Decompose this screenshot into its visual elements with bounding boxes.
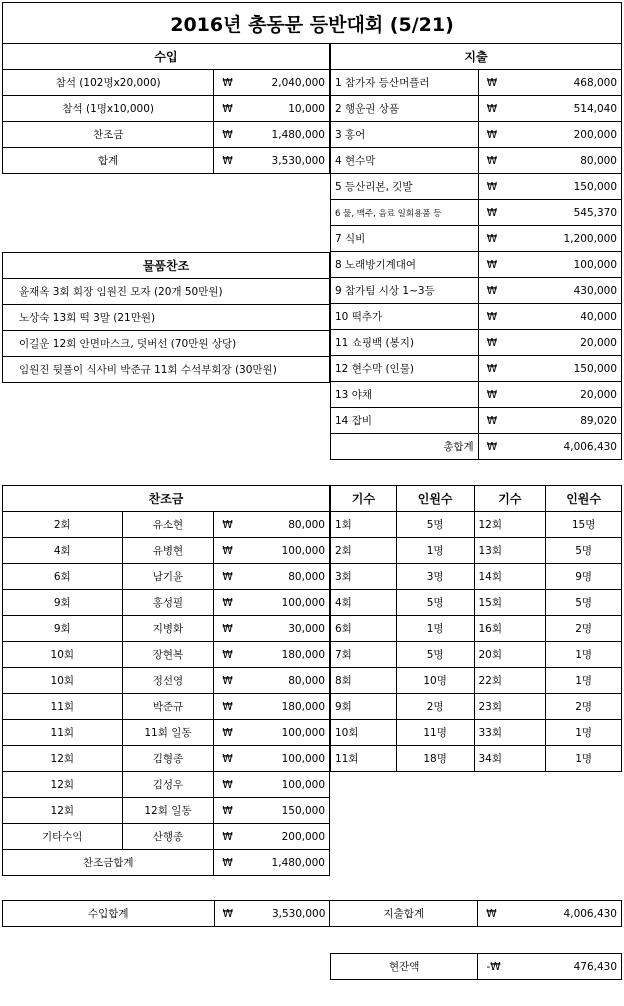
donation-amount: 150,000 [281,804,325,817]
attendance-generation: 6회 [331,616,397,642]
expense-table [330,43,622,460]
expense-label: 2 행운권 상품 [331,96,479,122]
donation-total-label: 찬조금합계 [3,850,214,876]
expense-amount: 80,000 [580,154,617,167]
donation-name: 12회 일동 [122,798,214,824]
donation-row [3,720,330,746]
attendance-generation: 10회 [331,720,397,746]
won-symbol: ₩ [486,284,498,297]
won-symbol: ₩ [222,700,233,713]
donation-amount: 200,000 [281,830,325,843]
expense-row [331,96,622,122]
summary-row [3,901,622,927]
won-symbol: ₩ [222,856,233,869]
won-symbol: ₩ [222,570,233,583]
attendance-count: 3명 [396,564,474,590]
expense-amount: 89,020 [580,414,617,427]
expense-row [331,382,622,408]
donation-name: 박준규 [122,694,214,720]
won-symbol: ₩ [486,206,498,219]
attendance-row [331,694,622,720]
expense-total-amount: 4,006,430 [563,440,617,453]
expense-amount: 20,000 [580,336,617,349]
income-total-label: 수입합계 [3,901,215,927]
attendance-row [331,746,622,772]
donation-row [3,798,330,824]
attendance-count: 5명 [396,642,474,668]
goods-item: 윤재옥 3회 회장 임원진 모자 (20개 50만원) [3,279,330,305]
goods-row [3,305,330,331]
donation-name: 11회 일동 [122,720,214,746]
attendance-generation: 8회 [331,668,397,694]
attendance-generation: 34회 [474,746,546,772]
amount-cell [214,512,330,538]
income-table [2,43,330,174]
won-symbol: ₩ [222,76,233,89]
attendance-generation: 4회 [331,590,397,616]
balance-label: 현잔액 [331,954,478,980]
amount-cell [478,278,621,304]
donation-amount: 100,000 [281,752,325,765]
expense-row [331,200,622,226]
expense-label: 13 야채 [331,382,479,408]
attendance-table [330,485,622,772]
donation-row [3,590,330,616]
attendance-generation: 12회 [474,512,546,538]
donation-amount: 30,000 [288,622,325,635]
won-symbol: ₩ [222,674,233,687]
amount-cell [478,122,621,148]
donation-generation: 2회 [3,512,123,538]
balance-symbol: -₩ [486,960,501,973]
attendance-generation: 16회 [474,616,546,642]
expense-amount: 430,000 [573,284,617,297]
expense-row [331,252,622,278]
won-symbol: ₩ [222,907,233,920]
won-symbol: ₩ [486,76,498,89]
income-header: 수입 [3,44,330,70]
expense-label: 5 등산리본, 깃발 [331,174,479,200]
donation-row [3,564,330,590]
balance-amount: 476,430 [573,960,617,973]
attendance-generation: 14회 [474,564,546,590]
expense-row [331,148,622,174]
income-label: 합계 [3,148,214,174]
attendance-count: 9명 [546,564,622,590]
attendance-row [331,564,622,590]
amount-cell [214,642,330,668]
attendance-count: 2명 [396,694,474,720]
attendance-count: 15명 [546,512,622,538]
goods-item: 임원진 뒷풀이 식사비 박준규 11회 수석부회장 (30만원) [3,357,330,383]
expense-amount: 514,040 [573,102,617,115]
attendance-row [331,668,622,694]
income-label: 참석 (1명x10,000) [3,96,214,122]
page-title: 2016년 총동문 등반대회 (5/21) [2,2,622,44]
amount-cell [214,96,330,122]
won-symbol: ₩ [486,232,498,245]
amount-cell [478,226,621,252]
donation-row [3,538,330,564]
expense-amount: 100,000 [573,258,617,271]
goods-item: 노상숙 13회 떡 3말 (21만원) [3,305,330,331]
expense-label: 11 쇼핑백 (봉지) [331,330,479,356]
amount-cell [214,746,330,772]
amount-cell [478,174,621,200]
donation-total-amount: 1,480,000 [271,856,325,869]
amount-cell [214,122,330,148]
attendance-generation: 22회 [474,668,546,694]
won-symbol: ₩ [222,648,233,661]
attendance-count: 1명 [546,720,622,746]
expense-row [331,226,622,252]
expense-amount: 200,000 [573,128,617,141]
donation-name: 남기윤 [122,564,214,590]
amount-cell [214,824,330,850]
amount-cell [214,616,330,642]
attendance-count: 2명 [546,694,622,720]
won-symbol: ₩ [486,310,498,323]
donation-amount: 100,000 [281,778,325,791]
balance-row [331,954,622,980]
donation-total-row [3,850,330,876]
attendance-header-row [331,486,622,512]
amount-cell [478,304,621,330]
attendance-generation: 7회 [331,642,397,668]
attendance-count: 18명 [396,746,474,772]
expense-total-row [331,434,622,460]
donation-name: 홍성필 [122,590,214,616]
donation-generation: 6회 [3,564,123,590]
expense-row [331,278,622,304]
expense-amount: 545,370 [573,206,617,219]
attendance-generation: 11회 [331,746,397,772]
won-symbol: ₩ [222,622,233,635]
won-symbol: ₩ [222,544,233,557]
amount-cell [214,148,330,174]
amount-cell [214,538,330,564]
donation-generation: 12회 [3,798,123,824]
expense-label: 3 홍어 [331,122,479,148]
expense-amount: 40,000 [580,310,617,323]
donation-row [3,694,330,720]
income-label: 찬조금 [3,122,214,148]
attendance-row [331,616,622,642]
goods-header: 물품찬조 [3,253,330,279]
donation-name: 김성우 [122,772,214,798]
donation-amount: 180,000 [281,648,325,661]
donation-name: 산행종 [122,824,214,850]
won-symbol: ₩ [222,726,233,739]
expense-label: 4 현수막 [331,148,479,174]
amount-cell [478,200,621,226]
expense-label: 14 잡비 [331,408,479,434]
expense-label: 8 노래방기계대여 [331,252,479,278]
expense-label: 9 참가팀 시상 1~3등 [331,278,479,304]
amount-cell [478,330,621,356]
attendance-count: 2명 [546,616,622,642]
amount-cell [478,356,621,382]
donation-name: 유병현 [122,538,214,564]
income-amount: 10,000 [288,102,325,115]
won-symbol: ₩ [222,518,233,531]
donation-generation: 9회 [3,616,123,642]
attendance-generation: 9회 [331,694,397,720]
attendance-generation: 1회 [331,512,397,538]
won-symbol: ₩ [486,180,498,193]
attendance-count: 5명 [396,590,474,616]
attendance-row [331,642,622,668]
income-row [3,70,330,96]
won-symbol: ₩ [222,804,233,817]
donation-name: 장현복 [122,642,214,668]
donation-generation: 4회 [3,538,123,564]
donation-generation: 12회 [3,746,123,772]
donation-name: 지병화 [122,616,214,642]
amount-cell [214,590,330,616]
donation-amount: 80,000 [288,674,325,687]
won-symbol: ₩ [486,154,498,167]
won-symbol: ₩ [222,128,233,141]
expense-amount: 20,000 [580,388,617,401]
attendance-count: 1명 [396,538,474,564]
attendance-generation: 3회 [331,564,397,590]
attendance-count: 1명 [396,616,474,642]
expense-label: 12 현수막 (인물) [331,356,479,382]
won-symbol: ₩ [222,154,233,167]
expense-row [331,304,622,330]
expense-row [331,70,622,96]
attendance-header: 기수 [474,486,546,512]
expense-label: 10 떡추가 [331,304,479,330]
attendance-count: 1명 [546,746,622,772]
attendance-generation: 13회 [474,538,546,564]
amount-cell [214,720,330,746]
donation-amount: 100,000 [281,726,325,739]
donation-table [2,485,330,876]
amount-cell [478,252,621,278]
attendance-count: 1명 [546,642,622,668]
won-symbol: ₩ [486,440,498,453]
attendance-row [331,590,622,616]
amount-cell [214,564,330,590]
goods-table [2,252,330,383]
amount-cell [478,70,621,96]
amount-cell [214,798,330,824]
attendance-row [331,538,622,564]
attendance-header: 기수 [331,486,397,512]
donation-amount: 100,000 [281,596,325,609]
expense-row [331,174,622,200]
attendance-count: 5명 [396,512,474,538]
donation-amount: 180,000 [281,700,325,713]
won-symbol: ₩ [486,907,497,920]
amount-cell [478,382,621,408]
attendance-generation: 23회 [474,694,546,720]
donation-generation: 기타수익 [3,824,123,850]
attendance-generation: 2회 [331,538,397,564]
attendance-count: 1명 [546,668,622,694]
amount-cell [478,148,621,174]
donation-amount: 100,000 [281,544,325,557]
attendance-row [331,512,622,538]
expense-sum-amount: 4,006,430 [563,907,617,920]
donation-generation: 11회 [3,720,123,746]
donation-generation: 11회 [3,694,123,720]
income-amount: 2,040,000 [271,76,325,89]
attendance-generation: 20회 [474,642,546,668]
income-row [3,148,330,174]
amount-cell [214,70,330,96]
expense-label: 1 참가자 등산머플러 [331,70,479,96]
donation-generation: 10회 [3,668,123,694]
donation-row [3,746,330,772]
donation-name: 정선영 [122,668,214,694]
expense-label: 7 식비 [331,226,479,252]
attendance-header: 인원수 [546,486,622,512]
expense-total-label: 총합계 [331,434,479,460]
summary-table [2,900,622,927]
won-symbol: ₩ [486,388,498,401]
income-row [3,122,330,148]
won-symbol: ₩ [486,102,498,115]
income-amount: 1,480,000 [271,128,325,141]
amount-cell [214,668,330,694]
balance-table [330,953,622,980]
expense-amount: 468,000 [573,76,617,89]
donation-generation: 9회 [3,590,123,616]
donation-name: 유소현 [122,512,214,538]
attendance-count: 5명 [546,590,622,616]
expense-label: 6 물, 맥주, 음료 일회용품 등 [331,200,479,226]
donation-row [3,642,330,668]
attendance-count: 10명 [396,668,474,694]
attendance-generation: 15회 [474,590,546,616]
income-row [3,96,330,122]
won-symbol: ₩ [486,128,498,141]
donation-amount: 80,000 [288,518,325,531]
donation-generation: 10회 [3,642,123,668]
attendance-header: 인원수 [396,486,474,512]
expense-amount: 1,200,000 [563,232,617,245]
attendance-generation: 33회 [474,720,546,746]
expense-amount: 150,000 [573,362,617,375]
amount-cell [478,408,621,434]
donation-row [3,616,330,642]
income-total-amount: 3,530,000 [271,907,326,920]
attendance-count: 5명 [546,538,622,564]
income-amount: 3,530,000 [271,154,325,167]
expense-row [331,408,622,434]
won-symbol: ₩ [222,752,233,765]
won-symbol: ₩ [222,102,233,115]
expense-amount: 150,000 [573,180,617,193]
donation-generation: 12회 [3,772,123,798]
goods-item: 이길운 12회 안면마스크, 덧버선 (70만원 상당) [3,331,330,357]
expense-sum-label: 지출합계 [330,901,478,927]
amount-cell [478,96,621,122]
donation-row [3,772,330,798]
won-symbol: ₩ [486,414,498,427]
goods-row [3,331,330,357]
income-label: 참석 (102명x20,000) [3,70,214,96]
won-symbol: ₩ [222,778,233,791]
won-symbol: ₩ [486,258,498,271]
won-symbol: ₩ [222,596,233,609]
donation-row [3,512,330,538]
donation-header: 찬조금 [3,486,330,512]
attendance-row [331,720,622,746]
expense-row [331,330,622,356]
donation-row [3,824,330,850]
donation-name: 김형종 [122,746,214,772]
expense-row [331,356,622,382]
won-symbol: ₩ [486,336,498,349]
attendance-count: 11명 [396,720,474,746]
won-symbol: ₩ [486,362,498,375]
donation-row [3,668,330,694]
expense-header: 지출 [331,44,622,70]
goods-row [3,357,330,383]
donation-amount: 80,000 [288,570,325,583]
expense-row [331,122,622,148]
goods-row [3,279,330,305]
amount-cell [214,772,330,798]
won-symbol: ₩ [222,830,233,843]
amount-cell [214,694,330,720]
